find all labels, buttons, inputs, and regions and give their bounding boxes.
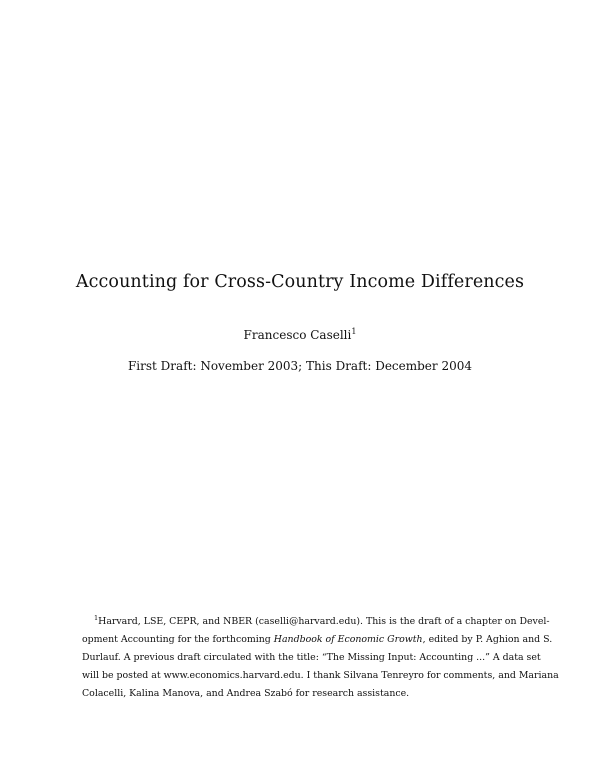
- author-footnote-mark: 1: [351, 327, 357, 336]
- paper-title: Accounting for Cross-Country Income Differences: [75, 272, 525, 292]
- footnote: [82, 613, 559, 703]
- footnote-text-2b: , edited by P. Aghion and S.: [422, 634, 553, 645]
- footnote-book-title: Handbook of Economic Growth: [273, 634, 423, 645]
- footnote-line-2: [82, 631, 553, 649]
- footnote-mark: 1: [94, 613, 99, 622]
- footnote-line-3: Durlauf. A previous draft circulated with the title: “The Missing Input: Accounting ...” A data set: [82, 652, 541, 663]
- author-line: [0, 327, 600, 343]
- author-name: Francesco Caselli: [243, 328, 352, 342]
- footnote-line-5: Colacelli, Kalina Manova, and Andrea Szabó for research assistance.: [82, 688, 410, 699]
- draft-dates: First Draft: November 2003; This Draft: December 2004: [127, 359, 472, 373]
- footnote-line-4: will be posted at www.economics.harvard.edu. I thank Silvana Tenreyro for comments, and Mariana: [82, 670, 559, 681]
- footnote-text-1: Harvard, LSE, CEPR, and NBER (caselli@harvard.edu). This is the draft of a chapter on Devel-: [98, 616, 550, 627]
- footnote-line-1: [82, 613, 550, 631]
- footnote-text-2a: opment Accounting for the forthcoming: [82, 634, 274, 645]
